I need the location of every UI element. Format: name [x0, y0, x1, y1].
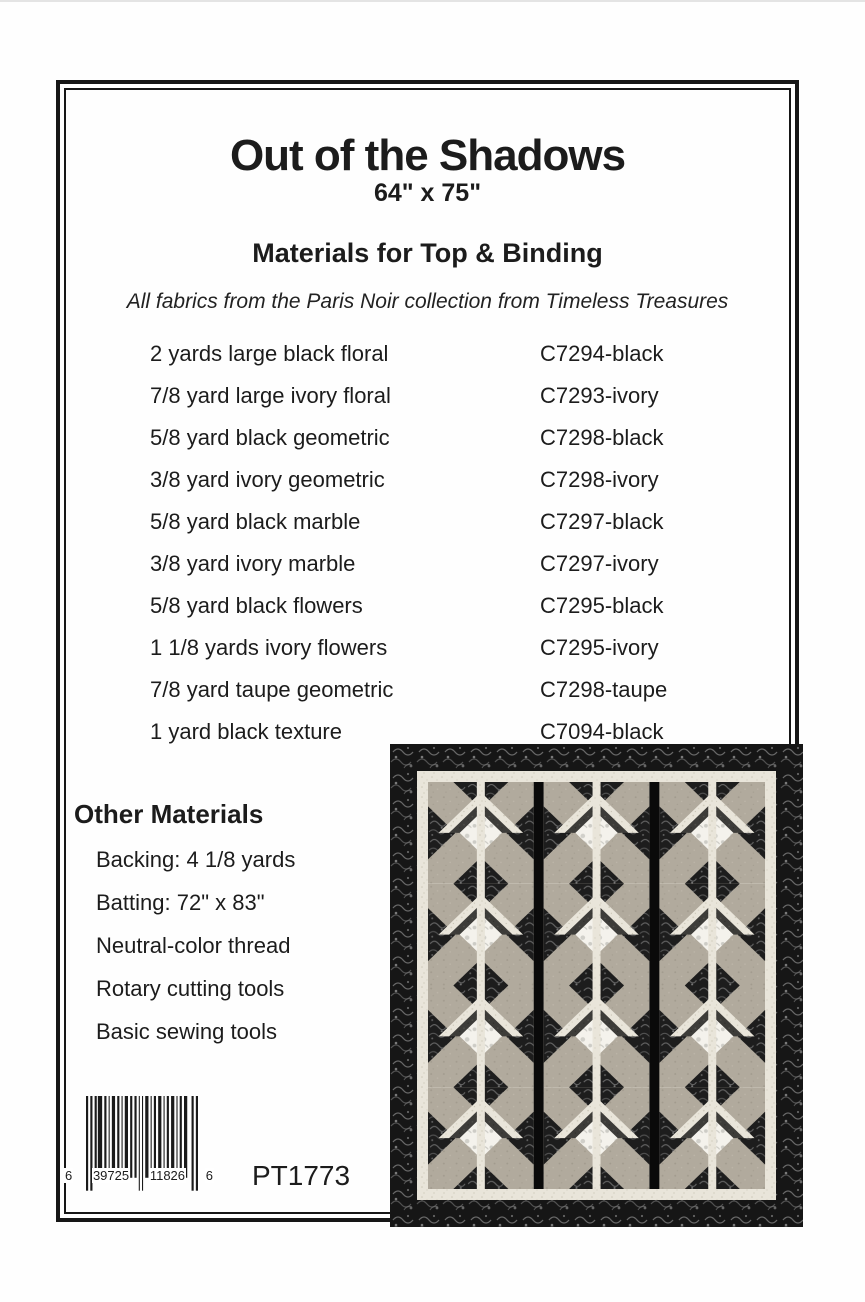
material-row [150, 467, 730, 509]
barcode-digit-right: 6 [205, 1168, 213, 1183]
material-row [150, 677, 730, 719]
quilt-dimensions: 64" x 75" [373, 179, 482, 207]
page-title: Out of the Shadows [229, 131, 626, 180]
material-code: C7293-ivory [540, 383, 659, 408]
other-material-item: Neutral-color thread [96, 933, 291, 958]
quilt-graphic [390, 744, 803, 1227]
material-qty: 5/8 yard black flowers [150, 593, 363, 618]
material-row [150, 593, 730, 635]
other-material-item: Backing: 4 1/8 yards [96, 847, 296, 872]
material-qty: 3/8 yard ivory geometric [150, 467, 385, 492]
other-material-item: Batting: 72" x 83" [96, 890, 265, 915]
material-code: C7094-black [540, 719, 664, 744]
material-code: C7297-black [540, 509, 664, 534]
material-row [150, 425, 730, 467]
material-qty: 3/8 yard ivory marble [150, 551, 356, 576]
material-code: C7298-taupe [540, 677, 668, 702]
material-qty: 1 1/8 yards ivory flowers [150, 635, 388, 660]
materials-list [150, 341, 730, 761]
material-qty: 5/8 yard black geometric [150, 425, 390, 450]
material-code: C7297-ivory [540, 551, 659, 576]
other-material-item: Basic sewing tools [96, 1019, 277, 1044]
materials-heading: Materials for Top & Binding [252, 238, 603, 268]
quilt-photo [390, 744, 803, 1227]
barcode-digits [64, 1168, 214, 1183]
material-code: C7298-ivory [540, 467, 659, 492]
material-qty: 1 yard black texture [150, 719, 342, 744]
material-qty: 2 yards large black floral [150, 341, 389, 366]
material-row [150, 509, 730, 551]
material-qty: 5/8 yard black marble [150, 509, 361, 534]
material-row [150, 383, 730, 425]
material-row [150, 551, 730, 593]
materials-collection-note: All fabrics from the Paris Noir collection from Timeless Treasures [126, 290, 729, 313]
material-qty: 7/8 yard taupe geometric [150, 677, 394, 702]
material-qty: 7/8 yard large ivory floral [150, 383, 391, 408]
other-material-item: Rotary cutting tools [96, 976, 285, 1001]
barcode-group-2: 11826 [149, 1168, 186, 1183]
material-code: C7295-ivory [540, 635, 659, 660]
pattern-number: PT1773 [252, 1160, 351, 1191]
barcode-digit-left: 6 [65, 1168, 73, 1183]
barcode-group-1: 39725 [92, 1168, 130, 1183]
material-code: C7294-black [540, 341, 664, 366]
material-code: C7295-black [540, 593, 664, 618]
other-materials-heading: Other Materials [74, 799, 264, 829]
material-row [150, 635, 730, 677]
material-row [150, 341, 730, 383]
other-materials-list [96, 847, 295, 1062]
material-code: C7298-black [540, 425, 664, 450]
